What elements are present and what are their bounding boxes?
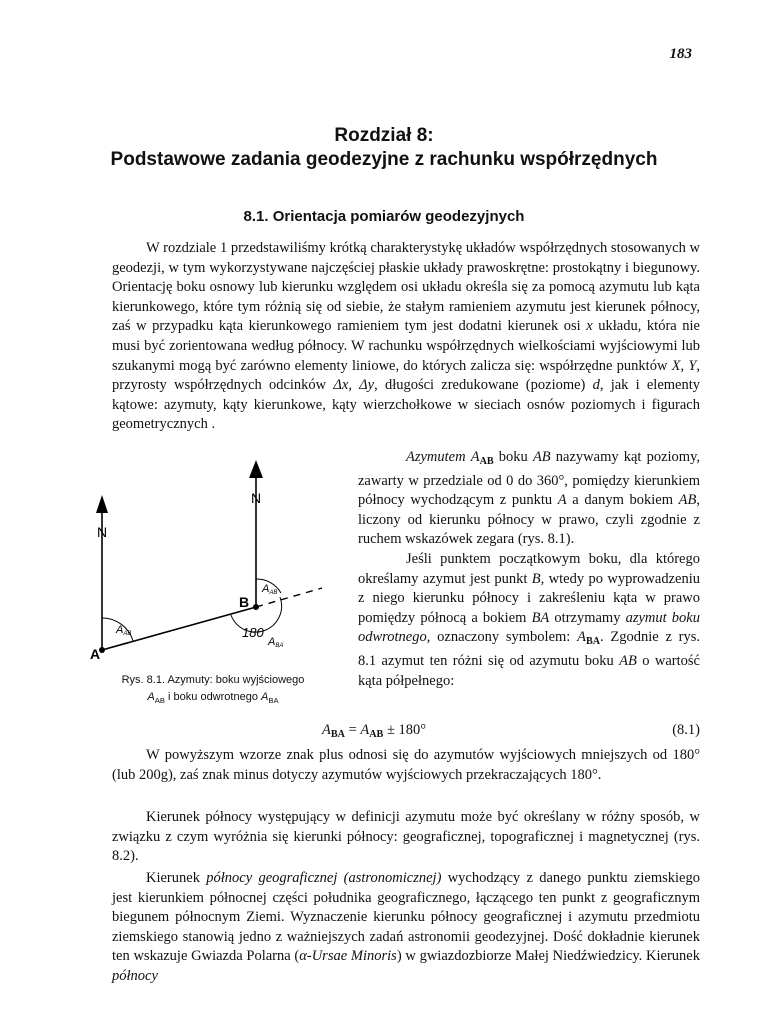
chapter-number: Rozdział 8: bbox=[334, 125, 434, 146]
azimuth-definition: Azymutem $A_{AB}$ boku AB nazywamy kąt poziomy, zawarty w przedziale od 0 do 360°, pomiędzy kierunkiem północy wychodzącym z punktu A a danym bokiem AB, liczony od kierunku północy w prawo, czyli zgodnie z ruchem wskazówek zegara (rys. 8.1). Jeśli punktem początkowym boku, dla którego określamy azymut jest punkt B, wtedy po wyprowadzeniu z niego kierunku północy i zakreśleniu kąta w prawo pomiędzy północą a bokiem BA otrzymamy azymut boku odwrotnego, oznaczony symbolem: $A_{BA}$. Zgodnie z rys. 8.1 azymut ten różni się od azymutu boku AB o wartość kąta półpełnego: bbox=[358, 449, 701, 689]
north-arrow-b-icon bbox=[249, 460, 263, 478]
caption-line1: Rys. 8.1. Azymuty: boku wyjściowego bbox=[121, 674, 305, 686]
label-a: A bbox=[90, 646, 101, 662]
figure-caption bbox=[82, 672, 344, 709]
page-number: 183 bbox=[669, 46, 692, 62]
azimuth-figure bbox=[82, 455, 348, 670]
label-n-b: N bbox=[250, 490, 262, 506]
label-azimuth-ab: AAB bbox=[116, 624, 132, 637]
equation-number: (8.1) bbox=[672, 722, 700, 738]
equation-8-1 bbox=[112, 722, 700, 742]
caption-line2: $A_{AB}$ i boku odwrotnego $A_{BA}$ bbox=[147, 691, 279, 705]
label-180: 180 bbox=[242, 625, 264, 640]
north-arrow-a-icon bbox=[96, 495, 108, 513]
chapter-title bbox=[0, 124, 768, 172]
label-n-a: N bbox=[96, 524, 108, 540]
chapter-name: Podstawowe zadania geodezyjne z rachunku współrzędnych bbox=[110, 149, 658, 170]
paragraph-geographic-north: Kierunek północy geograficznej (astronomicznej) wychodzący z danego punktu ziemskiego jest kierunkiem północnej części południka geograficznego, łączącego ten punkt z geograficznym biegunem północnym Ziemi. Wyznaczenie kierunku północy geograficznej i azymutu przedmiotu ziemskiego stanowią jedno z ważniejszych zadań astronomii geodezyjnej. Dość dokładnie kierunek ten wskazuje Gwiazda Polarna (α-Ursae Minoris) w gwiazdozbiorze Małej Niedźwiedzicy. Kierunek północy bbox=[112, 870, 700, 984]
paragraph-north-types: Kierunek północy występujący w definicji azymutu może być określany w różny sposób, w związku z czym wyróżnia się kierunki północy: geograficznej, topograficznej i magnetycznej (rys. 8.2). bbox=[112, 809, 700, 865]
label-azimuth-ba: ABA bbox=[268, 636, 284, 649]
paragraph-sign-rule: W powyższym wzorze znak plus odnosi się do azymutów wyjściowych mniejszych od 180° (lub 200g), zaś znak minus dotyczy azymutów wyjściowych przekraczających 180°. bbox=[112, 747, 700, 783]
label-azimuth-ab-at-b: AAB bbox=[262, 583, 278, 596]
label-b: B bbox=[239, 594, 250, 610]
point-b bbox=[253, 604, 259, 610]
azimuth-diagram bbox=[82, 455, 348, 670]
section-title: 8.1. Orientacja pomiarów geodezyjnych bbox=[243, 208, 525, 225]
side-ab bbox=[102, 607, 256, 650]
intro-paragraph: W rozdziale 1 przedstawiliśmy krótką charakterystykę układów współrzędnych stosowanych w geodezji, w tym wykorzystywane najczęściej płaskie układy prawoskrętne: prostokątny i biegunowy. Orientację boku osnowy lub kierunku względem osi układu określa się za pomocą azymutu lub kąta kierunkowego, które tym różnią się od siebie, że stałym ramieniem azymutu jest kierunek północy, zaś w przypadku kąta kierunkowego ramieniem tym jest dodatni kierunek osi x układu, która nie musi być zorientowana według północy. W rachunku współrzędnych wielkościami wyjściowymi lub szukanymi mogą być zarówno elementy liniowe, do których zalicza się: współrzędne punktów X, Y, przyrosty współrzędnych odcinków Δx, Δy, długości zredukowane (poziome) d, jak i elementy kątowe: azymuty, kąty kierunkowe, kąty wierzchołkowe w sieciach osnów poziomych i figurach geometrycznych . bbox=[112, 240, 701, 433]
equation-formula: $A_{BA} = A_{AB} \pm 180^\circ$ bbox=[322, 722, 427, 740]
